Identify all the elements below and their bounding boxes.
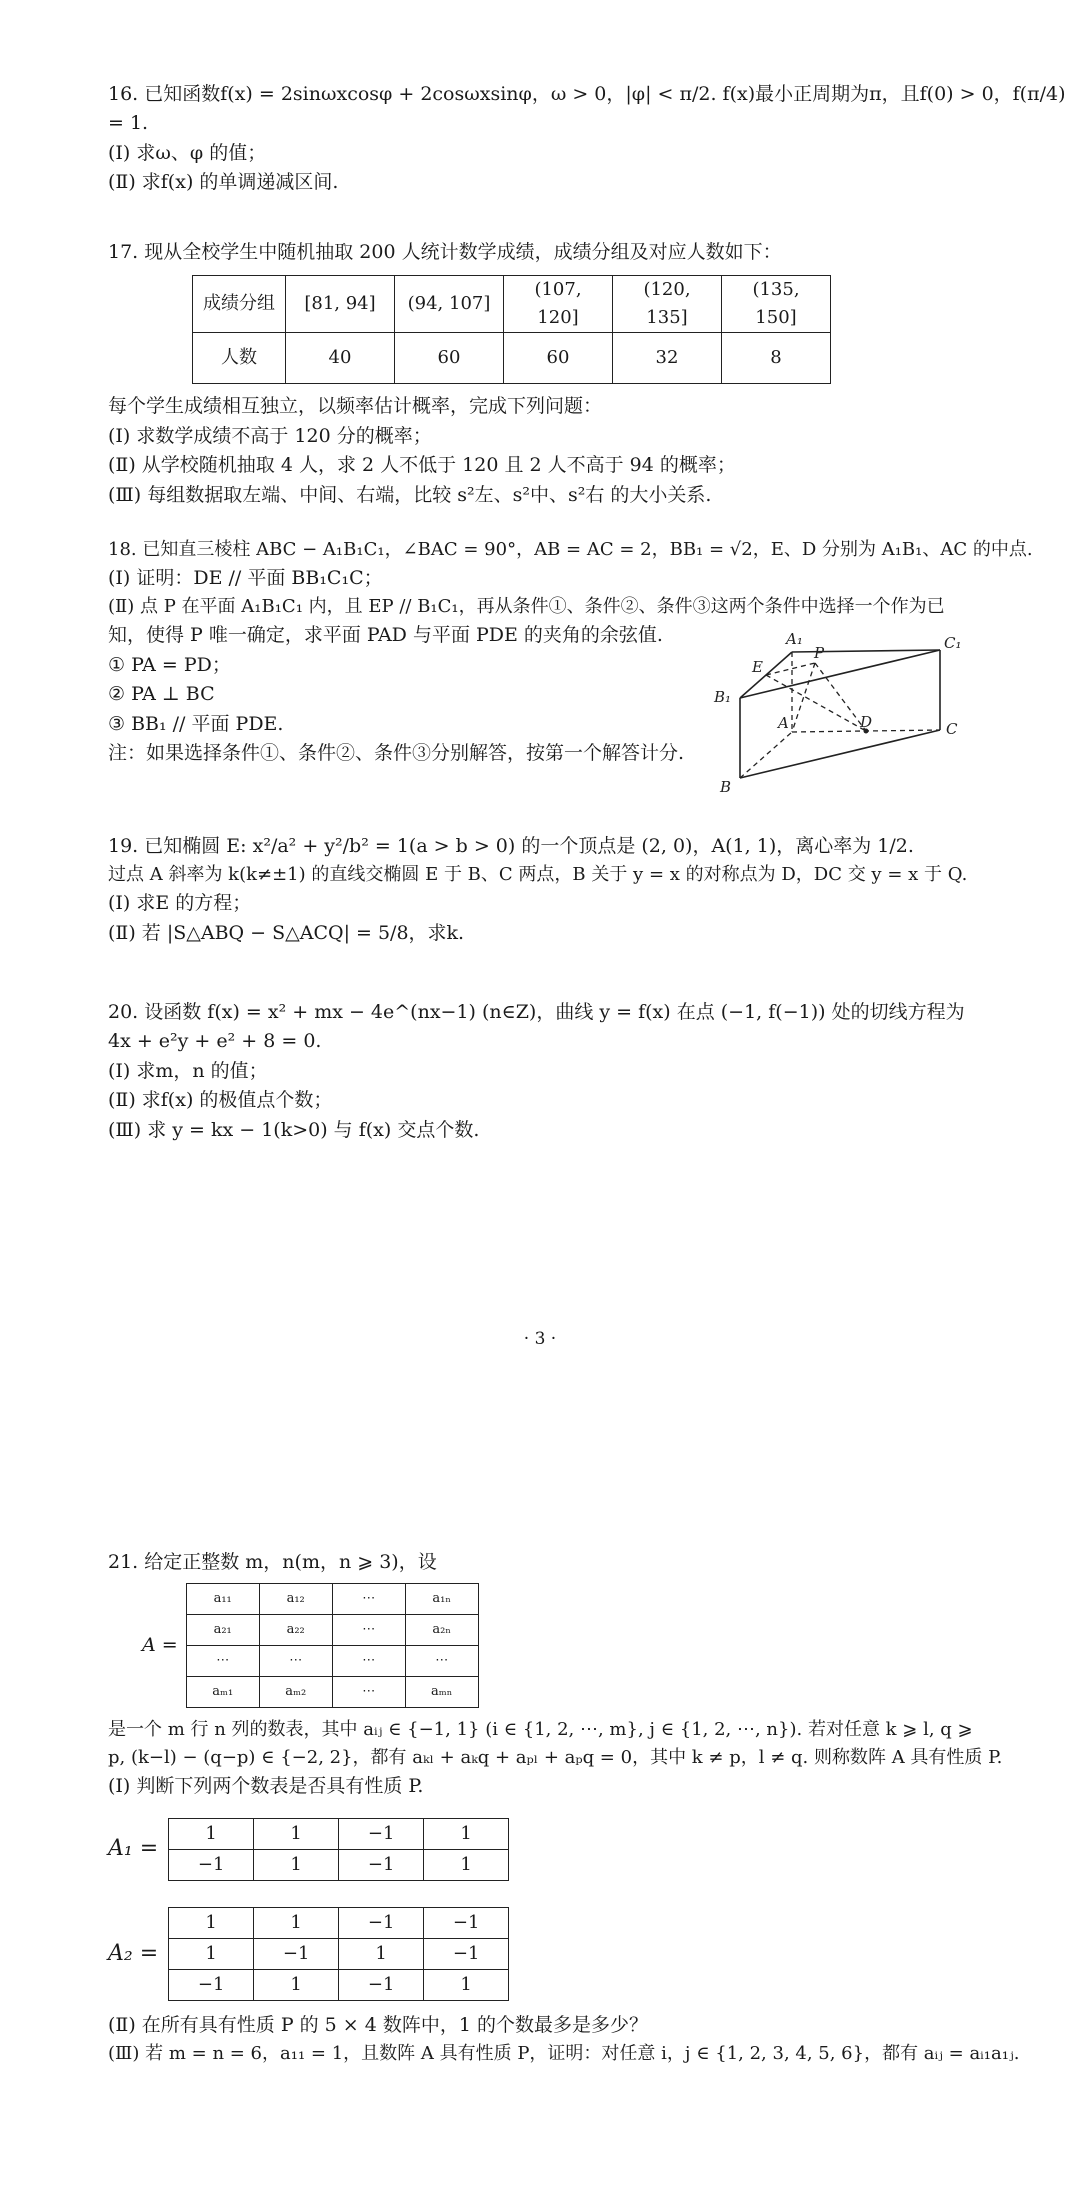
table-cell: ⋯ [332,1677,405,1708]
table-cell: −1 [424,1938,509,1969]
table-row [169,1818,509,1849]
table-cell: a₁ₙ [405,1584,478,1615]
table-cell: 1 [169,1938,254,1969]
table-row [186,1646,478,1677]
q21-part: (Ⅰ) 判断下列两个数表是否具有性质 P. [108,1775,424,1798]
matrix-a1-label: A₁ = [108,1836,159,1862]
prism-figure [700,630,990,800]
matrix-a-block [142,1583,988,1708]
q20-line: 4x + e²y + e² + 8 = 0. [108,1030,322,1053]
table-cell: 1 [169,1907,254,1938]
q18-part: (Ⅱ) 点 P 在平面 A₁B₁C₁ 内，且 EP // B₁C₁，再从条件①、条件②、条件③这两个条件中选择一个作为已 [108,596,945,618]
question-19 [108,832,988,948]
q17-part: (Ⅰ) 求数学成绩不高于 120 分的概率； [108,424,432,447]
score-table [192,275,831,384]
matrix-a-label: A = [142,1634,178,1657]
label-e: E [752,658,763,676]
table-cell: 1 [169,1818,254,1849]
table-cell: 60 [395,333,504,384]
table-cell: 8 [722,333,831,384]
table-cell: a₁₁ [186,1584,259,1615]
table-cell: 1 [424,1849,509,1880]
table-row [193,333,831,384]
table-cell: −1 [169,1849,254,1880]
question-16 [108,80,1066,198]
table-cell: −1 [339,1969,424,2000]
table-cell: 32 [613,333,722,384]
table-cell: −1 [254,1938,339,1969]
table-cell: [81, 94] [286,276,395,333]
q20-part: (Ⅰ) 求m，n 的值； [108,1059,268,1082]
table-cell: ⋯ [332,1584,405,1615]
table-row [193,276,831,333]
table-row [186,1615,478,1646]
q16-line: 16. 已知函数f(x) = 2sinωxcosφ + 2cosωxsinφ，ω > 0，|φ| < π/2. f(x)最小正周期为π，且f(0) > 0，f(π/4) [108,83,1066,105]
matrix-a-table [186,1583,479,1708]
table-cell: (120, 135] [613,276,722,333]
table-header: 成绩分组 [193,276,286,333]
label-a1: A₁ [786,630,803,648]
q21-line: 是一个 m 行 n 列的数表，其中 aᵢⱼ ∈ {−1, 1} (i ∈ {1, 2, ⋯, m}, j ∈ {1, 2, ⋯, n}). 若对任意 k ⩾ l, q ⩾ [108,1719,973,1741]
table-row [169,1938,509,1969]
edge-b-c [740,730,940,778]
q21-part: (Ⅱ) 在所有具有性质 P 的 5 × 4 数阵中，1 的个数最多是多少？ [108,2013,649,2036]
table-row [169,1849,509,1880]
label-c: C [946,720,958,738]
matrix-a2-block [108,1907,988,2001]
label-c1: C₁ [944,634,962,652]
matrix-a1-block [108,1818,988,1881]
q19-part: (Ⅱ) 若 |S△ABQ − S△ACQ| = 5/8，求k. [108,921,465,944]
segment-p-a [792,663,815,732]
table-row [186,1677,478,1708]
table-cell: a₂ₙ [405,1615,478,1646]
table-cell: ⋯ [186,1646,259,1677]
q20-part: (Ⅱ) 求f(x) 的极值点个数； [108,1089,333,1112]
label-a: A [778,714,789,732]
table-cell: 1 [254,1969,339,2000]
table-cell: 1 [424,1818,509,1849]
matrix-a2-table [168,1907,509,2001]
q16-part: (Ⅰ) 求ω、φ 的值； [108,141,267,164]
table-cell: 1 [254,1849,339,1880]
q16-part: (Ⅱ) 求f(x) 的单调递减区间. [108,171,339,194]
table-row [169,1969,509,2000]
table-cell: −1 [339,1849,424,1880]
table-cell: ⋯ [405,1646,478,1677]
table-cell: −1 [424,1907,509,1938]
q18-line: 知，使得 P 唯一确定，求平面 PAD 与平面 PDE 的夹角的余弦值. [108,624,663,647]
question-21 [108,1548,1020,2068]
table-cell: 1 [339,1938,424,1969]
q17-intro: 17. 现从全校学生中随机抽取 200 人统计数学成绩，成绩分组及对应人数如下： [108,241,782,263]
table-cell: 1 [424,1969,509,2000]
table-cell: ⋯ [332,1615,405,1646]
question-20 [108,998,988,1145]
q20-part: (Ⅲ) 求 y = kx − 1(k>0) 与 f(x) 交点个数. [108,1118,480,1141]
q17-part: (Ⅱ) 从学校随机抽取 4 人，求 2 人不低于 120 且 2 人不高于 94 的概率； [108,454,736,477]
q21-intro: 21. 给定正整数 m，n(m，n ⩾ 3)，设 [108,1551,437,1573]
table-cell: ⋯ [332,1646,405,1677]
table-cell: a₁₂ [259,1584,332,1615]
label-p: P [814,644,825,662]
table-cell: −1 [169,1969,254,2000]
table-row [186,1584,478,1615]
table-cell: (135, 150] [722,276,831,333]
q18-note: 注：如果选择条件①、条件②、条件③分别解答，按第一个解答计分. [108,741,685,764]
question-17 [108,238,988,510]
q20-line: 20. 设函数 f(x) = x² + mx − 4e^(nx−1) (n∈Z)，曲线 y = f(x) 在点 (−1, f(−1)) 处的切线方程为 [108,1001,965,1023]
table-cell: 60 [504,333,613,384]
q18-condition: ② PA ⊥ BC [108,683,215,706]
table-cell: aₘ₁ [186,1677,259,1708]
q18-part: (Ⅰ) 证明：DE // 平面 BB₁C₁C； [108,566,383,589]
table-cell: aₘₙ [405,1677,478,1708]
table-cell: −1 [339,1818,424,1849]
table-cell: 40 [286,333,395,384]
table-cell: −1 [339,1907,424,1938]
table-cell: ⋯ [259,1646,332,1677]
q18-condition: ① PA = PD； [108,653,231,676]
table-cell: 1 [254,1818,339,1849]
q16-line: = 1. [108,112,149,135]
label-d: D [860,713,873,731]
q18-line: 18. 已知直三棱柱 ABC − A₁B₁C₁，∠BAC = 90°，AB = AC = 2，BB₁ = √2，E、D 分别为 A₁B₁、AC 的中点. [108,539,1033,560]
table-cell: aₘ₂ [259,1677,332,1708]
table-cell: 1 [254,1907,339,1938]
table-cell: a₂₁ [186,1615,259,1646]
q19-line: 过点 A 斜率为 k(k≠±1) 的直线交椭圆 E 于 B、C 两点，B 关于 y = x 的对称点为 D，DC 交 y = x 于 Q. [108,864,968,886]
table-cell: a₂₂ [259,1615,332,1646]
q19-part: (Ⅰ) 求E 的方程； [108,892,252,915]
q18-condition: ③ BB₁ // 平面 PDE. [108,712,284,735]
q21-line: p, (k−l) − (q−p) ∈ {−2, 2}，都有 aₖₗ + aₖq + aₚₗ + aₚq = 0，其中 k ≠ p，l ≠ q. 则称数阵 A 具有性质 P. [108,1747,1003,1769]
table-cell: (94, 107] [395,276,504,333]
q21-part: (Ⅲ) 若 m = n = 6，a₁₁ = 1，且数阵 A 具有性质 P，证明：对任意 i，j ∈ {1, 2, 3, 4, 5, 6}，都有 aᵢⱼ = aᵢ₁a₁ⱼ. [108,2043,1020,2065]
label-b1: B₁ [714,688,732,706]
matrix-a1-table [168,1818,509,1881]
table-header: 人数 [193,333,286,384]
table-cell: (107, 120] [504,276,613,333]
page-number: · 3 · [523,1329,557,1349]
table-row [169,1907,509,1938]
q17-line: 每个学生成绩相互独立，以频率估计概率，完成下列问题： [108,395,603,418]
matrix-a2-label: A₂ = [108,1940,159,1966]
q19-line: 19. 已知椭圆 E: x²/a² + y²/b² = 1(a > b > 0) 的一个顶点是 (2, 0)，A(1, 1)，离心率为 1/2. [108,835,914,857]
label-b: B [720,778,732,796]
q17-part: (Ⅲ) 每组数据取左端、中间、右端，比较 s²左、s²中、s²右 的大小关系. [108,483,712,506]
